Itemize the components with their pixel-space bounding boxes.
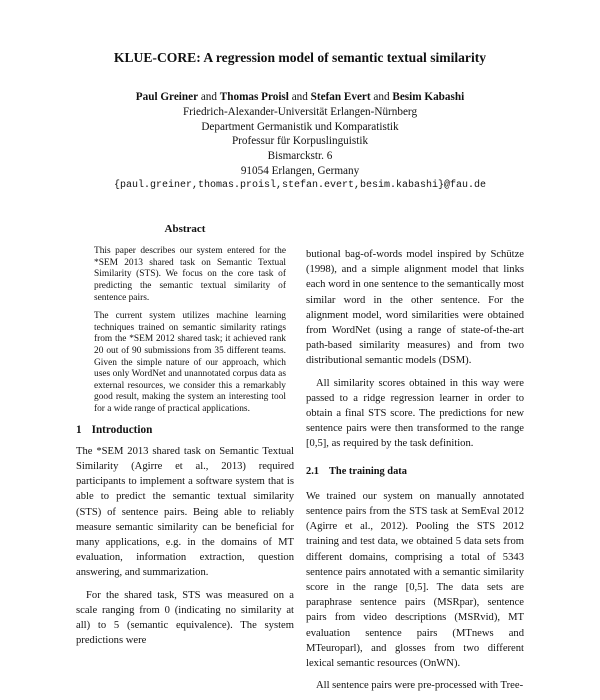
- author-separator: and: [200, 91, 217, 103]
- body-paragraph: We trained our system on manually annotated sentence pairs from the STS task at SemEval 2012 (Agirre et al., 2012). Pooling the STS 2012 training and test data, we obtained 5 data sets from different domains, comprising a total of 5343 sentence pairs annotated with a semantic similarity score in the range [0,5]. The data sets are paraphrase sentence pairs (MSRpar), sentence pairs from video descriptions (MSRvid), MT evaluation sentence pairs (MTnews and MTeuroparl), and glosses from two different lexical semantic resources (OnWN).: [306, 490, 524, 670]
- right-column: [306, 247, 524, 700]
- section-number: 1: [76, 423, 82, 436]
- abstract-paragraph: This paper describes our system entered for the *SEM 2013 shared task on Semantic Textual Similarity (STS). We focus on the core task of predicting the semantic textual similarity of sentence pairs.: [94, 246, 286, 303]
- body-paragraph: All similarity scores obtained in this way were passed to a ridge regression learner in order to obtain a final STS score. The predictions for new sentence pairs were then transformed to the range [0,5], as required by the task definition.: [306, 377, 524, 450]
- affiliation-line: Department Germanistik und Komparatistik: [201, 120, 399, 133]
- affiliation-line: Friedrich-Alexander-Universität Erlangen-Nürnberg: [182, 105, 418, 118]
- abstract-heading: Abstract: [164, 223, 206, 235]
- author-names: [0, 90, 600, 105]
- author-name: Paul Greiner: [135, 91, 199, 103]
- author-separator: and: [373, 91, 390, 103]
- body-paragraph: All sentence pairs were pre-processed with Tree-: [316, 680, 524, 692]
- author-name: Besim Kabashi: [392, 91, 465, 103]
- section-title: Introduction: [91, 423, 153, 436]
- affiliation-line: Bismarckstr. 6: [267, 150, 333, 163]
- subsection-number: 2.1: [306, 465, 319, 477]
- section-heading: [76, 423, 294, 438]
- abstract-paragraph: The current system utilizes machine learning techniques trained on semantic similarity ratings from the *SEM 2012 shared task; it achieved rank 20 out of 90 submissions from 35 different teams. Given the simple nature of our approach, which uses only WordNet and unannotated corpus data as external resources, we consider this a remarkably good result, making the system an interesting tool for a wide range of practical applications.: [94, 311, 286, 414]
- subsection-heading: [306, 464, 524, 479]
- left-column: [76, 222, 294, 655]
- author-email[interactable]: {paul.greiner,thomas.proisl,stefan.evert,besim.kabashi}@fau.de: [113, 179, 487, 191]
- author-block: [0, 90, 600, 194]
- body-paragraph: butional bag-of-words model inspired by Schütze (1998), and a simple alignment model that links each word in one sentence to the semantically most similar word in the other sentence. For the alignment model, word similarities were obtained from WordNet (using a range of state-of-the-art path-based similarity measures) and from two distributional semantic models (DSM).: [306, 249, 524, 367]
- affiliation-line: 91054 Erlangen, Germany: [240, 164, 360, 177]
- body-paragraph: The *SEM 2013 shared task on Semantic Textual Similarity (Agirre et al., 2013) required participants to implement a software system that is able to predict the semantic textual similarity (STS) of sentence pairs. Being able to reliably measure semantic similarity can be beneficial for many applications, e.g. in the domains of MT evaluation, information extraction, question answering, and summarization.: [76, 445, 294, 579]
- affiliation-line: Professur für Korpuslinguistik: [231, 135, 369, 148]
- author-separator: and: [291, 91, 308, 103]
- subsection-title: The training data: [329, 465, 407, 477]
- paper-title: KLUE-CORE: A regression model of semantic textual similarity: [113, 50, 487, 65]
- abstract: [76, 246, 294, 415]
- author-name: Thomas Proisl: [219, 91, 289, 103]
- author-name: Stefan Evert: [310, 91, 371, 103]
- body-paragraph: For the shared task, STS was measured on a scale ranging from 0 (indicating no similarity at all) to 5 (semantic equivalence). The system predictions were: [76, 589, 294, 647]
